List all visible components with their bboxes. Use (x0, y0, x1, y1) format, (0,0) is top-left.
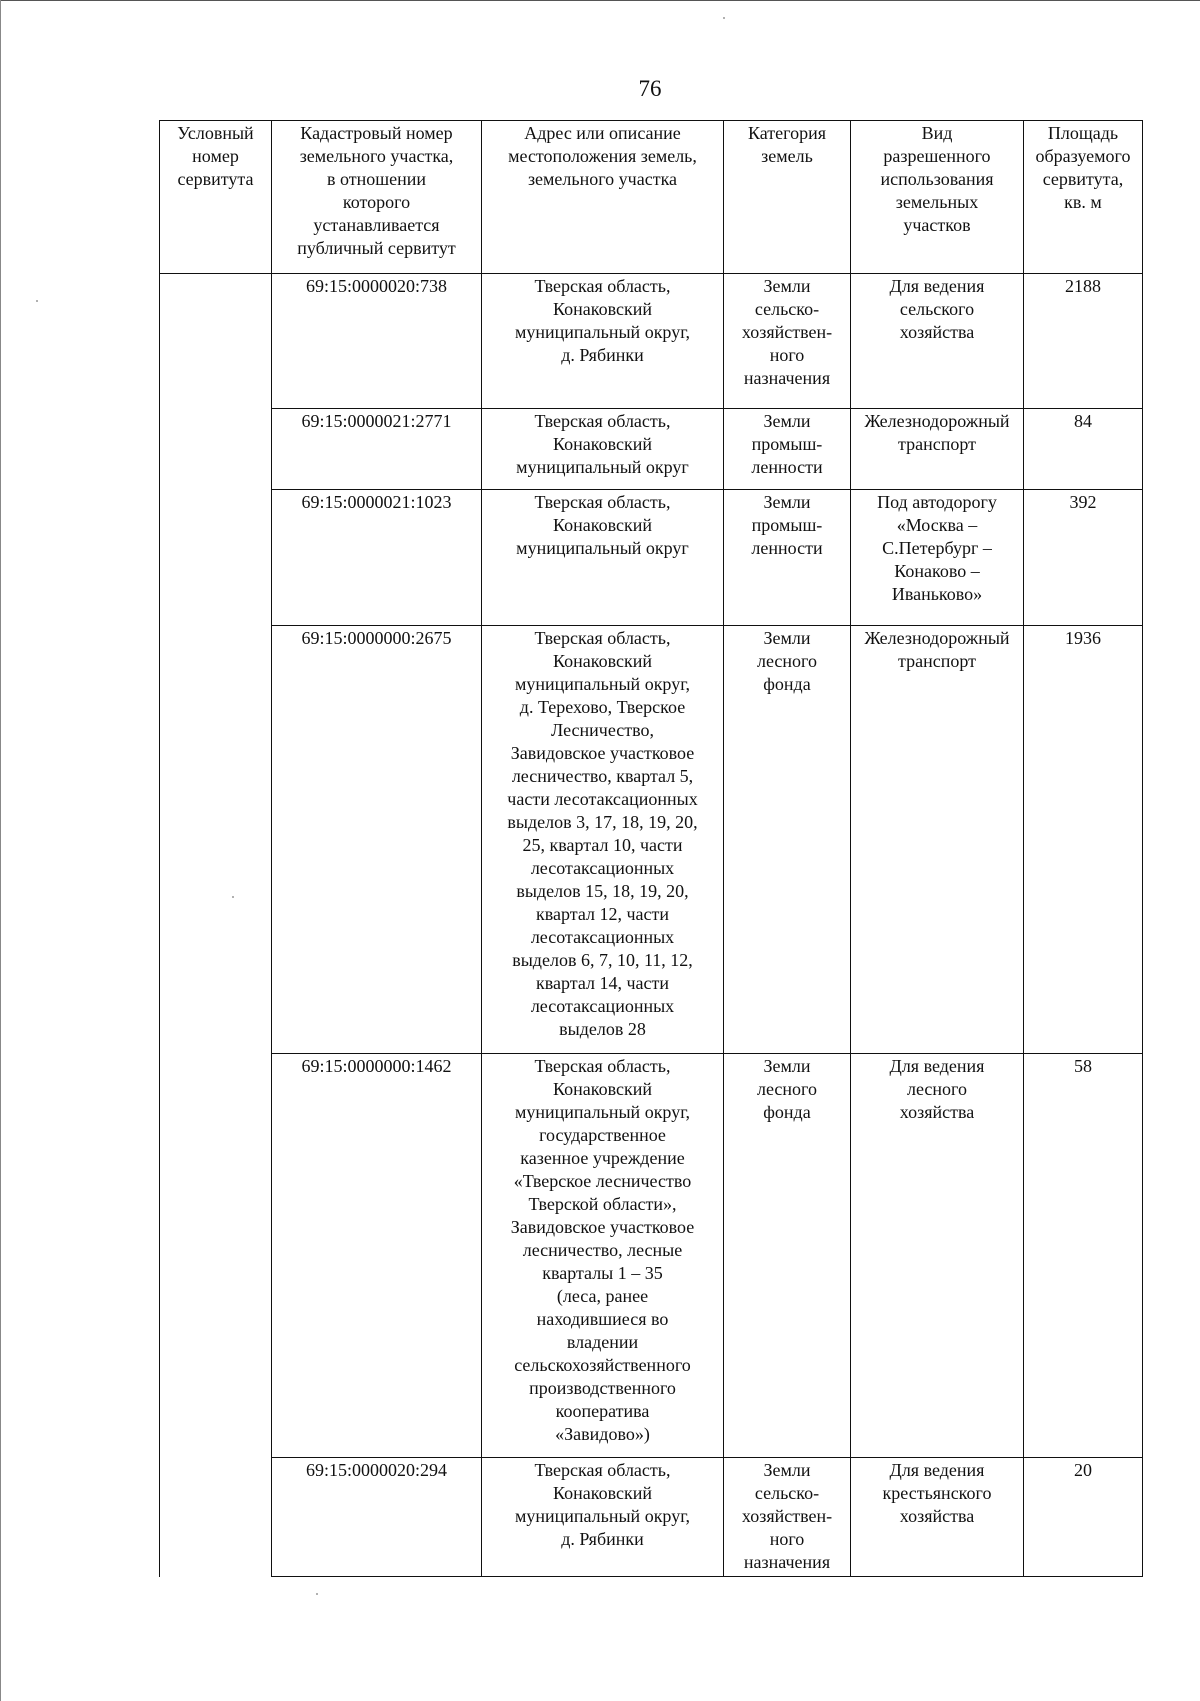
address-cell: Тверская область, Конаковский муниципальный округ, д. Рябинки (482, 1458, 724, 1577)
header-address: Адрес или описание местоположения земель, земельного участка (482, 121, 724, 274)
land-category-cell: Земли лесного фонда (724, 1054, 851, 1458)
table-row (160, 1458, 1143, 1577)
scan-speck (723, 17, 725, 19)
scan-speck (232, 896, 234, 898)
permitted-use-cell: Железнодорожный транспорт (851, 626, 1024, 1054)
land-category-cell: Земли промыш- ленности (724, 490, 851, 626)
cadastral-number-cell: 69:15:0000000:2675 (272, 626, 482, 1054)
area-cell: 2188 (1024, 274, 1143, 409)
area-cell: 20 (1024, 1458, 1143, 1577)
table-row (160, 490, 1143, 626)
table-row (160, 626, 1143, 1054)
address-cell: Тверская область, Конаковский муниципальный округ, государственное казенное учреждение «Тверское лесничество Тверской области», Завидовское участковое лесничество, лесные кварталы 1 – 35 (леса, ранее находившиеся во владении сельскохозяйственного производственного кооператива «Завидово») (482, 1054, 724, 1458)
header-cadastral-number: Кадастровый номер земельного участка, в отношении которого устанавливается публичный сервитут (272, 121, 482, 274)
permitted-use-cell: Под автодорогу «Москва – С.Петербург – Конаково – Иваньково» (851, 490, 1024, 626)
land-category-cell: Земли сельско- хозяйствен- ного назначения (724, 1458, 851, 1577)
cadastral-number-cell: 69:15:0000020:738 (272, 274, 482, 409)
servitude-number-cell (160, 274, 272, 1577)
header-servitude-number: Условный номер сервитута (160, 121, 272, 274)
land-category-cell: Земли промыш- ленности (724, 409, 851, 490)
cadastral-number-cell: 69:15:0000000:1462 (272, 1054, 482, 1458)
header-permitted-use: Вид разрешенного использования земельных участков (851, 121, 1024, 274)
cadastral-number-cell: 69:15:0000020:294 (272, 1458, 482, 1577)
permitted-use-cell: Для ведения сельского хозяйства (851, 274, 1024, 409)
scan-speck (36, 300, 38, 302)
area-cell: 1936 (1024, 626, 1143, 1054)
area-cell: 58 (1024, 1054, 1143, 1458)
table-header-row (160, 121, 1143, 274)
address-cell: Тверская область, Конаковский муниципальный округ, д. Рябинки (482, 274, 724, 409)
table-row (160, 1054, 1143, 1458)
scan-speck (316, 1593, 318, 1595)
land-category-cell: Земли лесного фонда (724, 626, 851, 1054)
scan-edge-top (0, 0, 1200, 1)
scan-edge-left (0, 0, 1, 1701)
permitted-use-cell: Для ведения лесного хозяйства (851, 1054, 1024, 1458)
land-category-cell: Земли сельско- хозяйствен- ного назначения (724, 274, 851, 409)
page-number: 76 (638, 76, 662, 101)
permitted-use-cell: Для ведения крестьянского хозяйства (851, 1458, 1024, 1577)
cadastral-number-cell: 69:15:0000021:2771 (272, 409, 482, 490)
address-cell: Тверская область, Конаковский муниципальный округ, д. Терехово, Тверское Лесничество, Завидовское участковое лесничество, квартал 5, части лесотаксационных выделов 3, 17, 18, 19, 20, 25, квартал 10, части лесотаксационных выделов 15, 18, 19, 20, квартал 12, части лесотаксационных выделов 6, 7, 10, 11, 12, квартал 14, части лесотаксационных выделов 28 (482, 626, 724, 1054)
header-land-category: Категория земель (724, 121, 851, 274)
cadastral-number-cell: 69:15:0000021:1023 (272, 490, 482, 626)
address-cell: Тверская область, Конаковский муниципальный округ (482, 490, 724, 626)
area-cell: 84 (1024, 409, 1143, 490)
permitted-use-cell: Железнодорожный транспорт (851, 409, 1024, 490)
table-row (160, 409, 1143, 490)
public-servitude-table (159, 120, 1143, 1577)
table-row (160, 274, 1143, 409)
area-cell: 392 (1024, 490, 1143, 626)
header-area: Площадь образуемого сервитута, кв. м (1024, 121, 1143, 274)
address-cell: Тверская область, Конаковский муниципальный округ (482, 409, 724, 490)
